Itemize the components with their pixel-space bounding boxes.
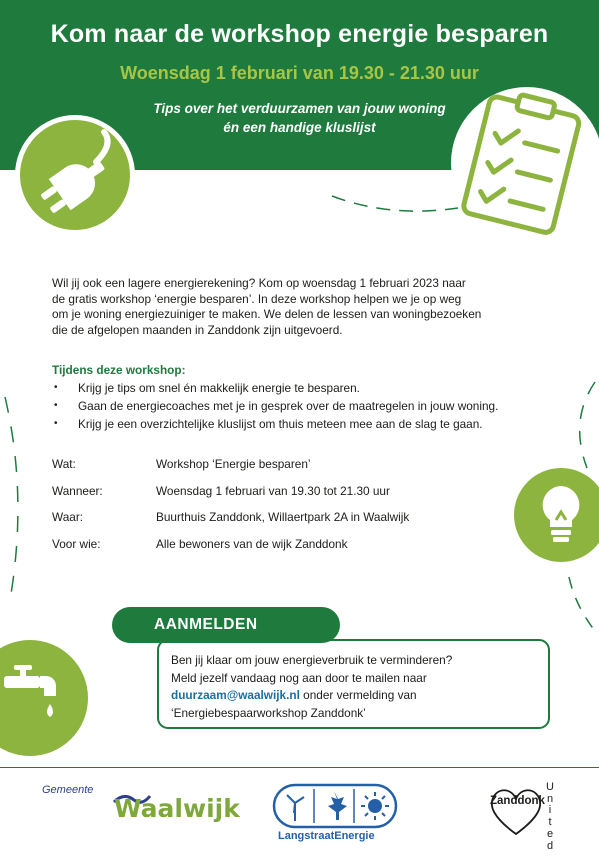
plug-icon: [0, 100, 150, 250]
signup-text: [171, 652, 452, 722]
signup-line-2: Meld jezelf vandaag nog aan door te mailen naar: [171, 670, 427, 685]
united-letter: d: [546, 839, 554, 852]
detail-value: Workshop ‘Energie besparen’: [156, 457, 311, 471]
united-letter: U: [546, 781, 554, 793]
united-letter: t: [548, 816, 552, 829]
detail-label: Wat:: [52, 457, 76, 471]
gemeente-waalwijk-logo: [42, 784, 240, 823]
detail-row-when: [52, 484, 409, 511]
decorative-dashed-arc-right-lower: [565, 575, 599, 635]
gemeente-label: Gemeente: [42, 784, 94, 796]
event-date: Woensdag 1 februari van 19.30 - 21.30 uur: [120, 63, 479, 83]
footer-divider: [0, 767, 599, 768]
tagline-line-2: én een handige kluslijst: [223, 120, 376, 135]
intro-paragraph: [52, 276, 557, 338]
united-vertical-text: [545, 782, 555, 852]
signup-line-1: Ben jij klaar om jouw energieverbruik te verminderen?: [171, 653, 453, 667]
united-letter: i: [548, 804, 552, 817]
email-link[interactable]: duurzaam@waalwijk.nl: [171, 688, 300, 702]
detail-row-where: [52, 510, 409, 537]
list-item: • Krijg je een overzichtelijke kluslijst om thuis meteen mee aan de slag te gaan.: [52, 415, 498, 433]
lightbulb-icon: [506, 460, 599, 570]
intro-line: om je woning energiezuiniger te maken. We delen de lessen van woningbezoeken: [52, 307, 482, 322]
event-details: [52, 457, 409, 563]
united-letter: n: [546, 792, 554, 805]
list-item: • Gaan de energiecoaches met je in gesprek over de maatregelen in jouw woning.: [52, 397, 498, 415]
leaf-icon: [328, 791, 347, 820]
detail-row-for-whom: [52, 537, 409, 564]
detail-label: Wanneer:: [52, 483, 103, 498]
workshop-list-heading: Tijdens deze workshop:: [52, 363, 186, 377]
page-title: Kom naar de workshop energie besparen: [50, 20, 549, 48]
list-item: • Krijg je tips om snel én makkelijk energie te besparen.: [52, 379, 498, 397]
tagline-line-1: Tips over het verduurzamen van jouw woning: [153, 101, 446, 116]
detail-value: Alle bewoners van de wijk Zanddonk: [156, 536, 348, 551]
workshop-bullet-list: [52, 379, 498, 433]
decorative-dashed-arc-right: [565, 380, 599, 470]
detail-row-what: [52, 457, 409, 484]
detail-value: Woensdag 1 februari van 19.30 tot 21.30 uur: [156, 483, 390, 498]
signup-line-4: ‘Energiebespaarworkshop Zanddonk’: [171, 705, 366, 720]
signup-button[interactable]: AANMELDEN: [112, 607, 340, 643]
detail-value: Buurthuis Zanddonk, Willaertpark 2A in Waalwijk: [156, 510, 410, 524]
detail-label: Voor wie:: [52, 536, 101, 551]
langstraat-name: LangstraatEnergie: [278, 830, 375, 842]
intro-line: de gratis workshop ‘energie besparen’. In deze workshop helpen we je op weg: [52, 291, 462, 306]
decorative-dashed-arc: [330, 190, 460, 220]
zanddonk-name: Zanddonk: [490, 795, 545, 807]
intro-line: Wil jij ook een lagere energierekening? Kom op woensdag 1 februari 2023 naar: [52, 276, 466, 290]
gemeente-name: Waalwijk: [114, 794, 240, 823]
united-letter: e: [546, 827, 554, 840]
langstraat-energie-logo: [272, 783, 400, 842]
intro-line: die de afgelopen maanden in Zanddonk zijn uitgevoerd.: [52, 322, 343, 337]
langstraat-emblem: [272, 783, 400, 831]
heart-icon: [486, 782, 546, 842]
wind-turbine-icon: [287, 795, 304, 821]
decorative-dashed-arc-left: [0, 395, 30, 605]
detail-label: Waar:: [52, 510, 84, 524]
signup-line-3: [171, 687, 452, 705]
signup-line-3-suffix: onder vermelding van: [299, 688, 417, 702]
sun-icon: [361, 792, 389, 820]
zanddonk-united-logo: [486, 782, 556, 854]
faucet-icon: [0, 638, 100, 758]
